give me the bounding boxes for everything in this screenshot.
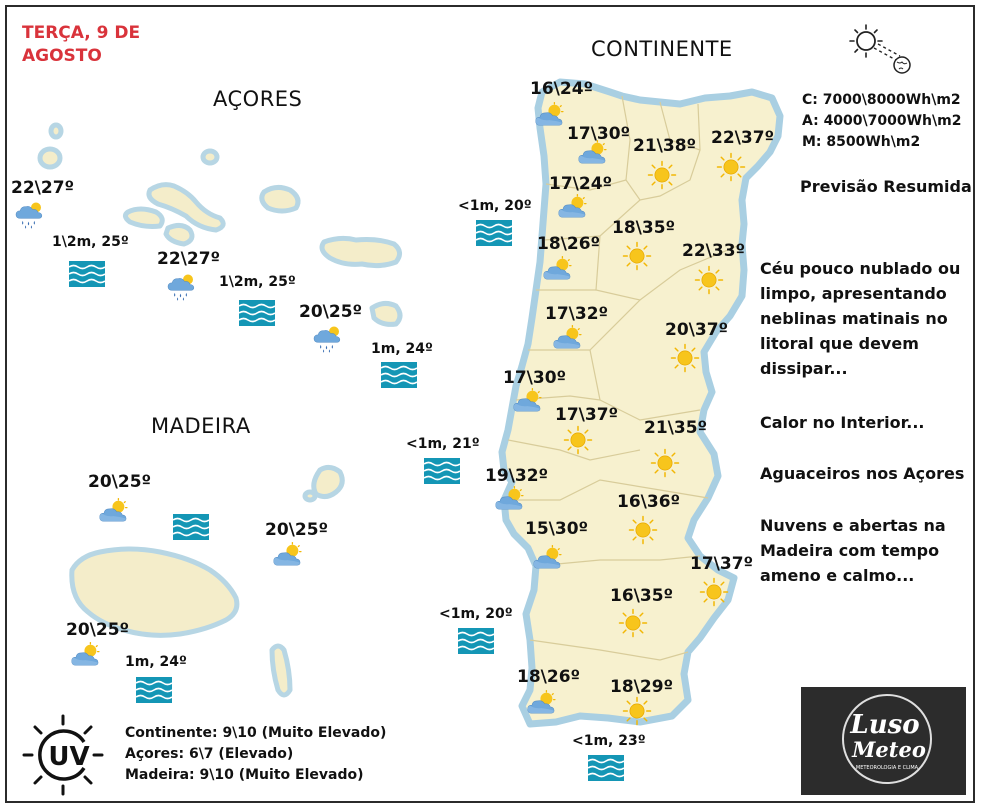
waves-icon — [69, 261, 105, 287]
sun-cloud-icon — [542, 256, 576, 282]
temp-label: 22\27º — [157, 249, 221, 269]
summary-paragraph-1 — [760, 256, 960, 381]
sun-icon — [699, 577, 729, 607]
temp-label: 21\38º — [633, 136, 697, 156]
sea-label: 1m, 24º — [125, 654, 187, 670]
waves-icon — [588, 755, 624, 781]
sun-cloud-icon — [98, 498, 132, 524]
date-line-1: TERÇA, 9 DE — [22, 23, 141, 43]
temp-label: 19\32º — [485, 466, 549, 486]
sun-rain-cloud-icon — [312, 324, 346, 354]
sea-label: <1m, 20º — [439, 606, 513, 622]
logo-ring — [801, 687, 966, 795]
temp-label: 20\25º — [88, 472, 152, 492]
sun-cloud-icon — [557, 194, 591, 220]
sun-cloud-icon — [70, 642, 104, 668]
temp-label: 21\35º — [644, 418, 708, 438]
summary-paragraph-4 — [760, 513, 946, 588]
uv-continent: Continente: 9\10 (Muito Elevado) — [125, 725, 387, 741]
summary-p1-line: dissipar... — [760, 359, 848, 378]
uv-sun-icon — [20, 712, 106, 798]
sun-cloud-icon — [534, 102, 568, 128]
region-azores-label: AÇORES — [213, 87, 303, 111]
region-continent-label: CONTINENTE — [591, 37, 733, 61]
summary-p1-line: limpo, apresentando — [760, 284, 947, 303]
sea-label: 1\2m, 25º — [52, 234, 129, 250]
waves-icon — [424, 458, 460, 484]
uv-azores: Açores: 6\7 (Elevado) — [125, 746, 294, 762]
summary-p4-line: Madeira com tempo — [760, 541, 940, 560]
summary-title: Previsão Resumida — [800, 177, 972, 196]
summary-paragraph-3: Aguaceiros nos Açores — [760, 464, 965, 483]
sun-icon — [563, 425, 593, 455]
temp-label: 16\35º — [610, 586, 674, 606]
sun-icon — [647, 160, 677, 190]
waves-icon — [458, 628, 494, 654]
summary-paragraph-2: Calor no Interior... — [760, 413, 925, 432]
sun-radiation-icon — [846, 22, 916, 78]
region-madeira-label: MADEIRA — [151, 414, 251, 438]
sun-cloud-icon — [494, 486, 528, 512]
azores-map — [40, 125, 400, 324]
summary-p4-line: Nuvens e abertas na — [760, 516, 946, 535]
logo-tagline: METEOROLOGIA E CLIMA — [855, 765, 919, 771]
rain-cloud-icon — [166, 272, 200, 302]
temp-label: 15\30º — [525, 519, 589, 539]
sea-label: <1m, 21º — [406, 436, 480, 452]
sun-cloud-icon — [552, 325, 586, 351]
sun-icon — [716, 152, 746, 182]
radiation-madeira: M: 8500Wh\m2 — [802, 134, 921, 150]
sun-cloud-icon — [577, 140, 611, 166]
temp-label: 16\24º — [530, 79, 594, 99]
sea-label: 1m, 24º — [371, 341, 433, 357]
summary-p1-line: neblinas matinais no — [760, 309, 948, 328]
lusometeo-logo — [801, 687, 966, 795]
temp-label: 16\36º — [617, 492, 681, 512]
summary-p4-line: ameno e calmo... — [760, 566, 915, 585]
sun-cloud-icon — [272, 542, 306, 568]
sea-label: <1m, 23º — [572, 733, 646, 749]
temp-label: 22\33º — [682, 241, 746, 261]
temp-label: 22\27º — [11, 178, 75, 198]
sun-cloud-icon — [532, 545, 566, 571]
sun-icon — [622, 241, 652, 271]
temp-label: 20\37º — [665, 320, 729, 340]
sun-icon — [618, 608, 648, 638]
radiation-azores: A: 4000\7000Wh\m2 — [802, 113, 962, 129]
radiation-continent: C: 7000\8000Wh\m2 — [802, 92, 961, 108]
temp-label: 17\24º — [549, 174, 613, 194]
temp-label: 20\25º — [299, 302, 363, 322]
temp-label: 18\35º — [612, 218, 676, 238]
logo-line-2: Meteo — [852, 737, 926, 762]
temp-label: 17\37º — [690, 554, 754, 574]
temp-label: 17\32º — [545, 304, 609, 324]
temp-label: 17\30º — [503, 368, 567, 388]
waves-icon — [173, 514, 209, 540]
forecast-date — [22, 22, 140, 68]
waves-icon — [239, 300, 275, 326]
temp-label: 18\26º — [537, 234, 601, 254]
waves-icon — [476, 220, 512, 246]
date-line-2: AGOSTO — [22, 46, 102, 66]
summary-p1-line: Céu pouco nublado ou — [760, 259, 961, 278]
temp-label: 20\25º — [265, 520, 329, 540]
uv-values — [125, 723, 386, 786]
rain-cloud-icon — [14, 200, 48, 230]
temp-label: 18\29º — [610, 677, 674, 697]
waves-icon — [136, 677, 172, 703]
sun-icon — [622, 696, 652, 726]
uv-madeira: Madeira: 9\10 (Muito Elevado) — [125, 767, 364, 783]
sea-label: <1m, 20º — [458, 198, 532, 214]
logo-line-1: Luso — [850, 710, 920, 740]
temp-label: 22\37º — [711, 128, 775, 148]
sun-icon — [628, 515, 658, 545]
sea-label: 1\2m, 25º — [219, 274, 296, 290]
temp-label: 20\25º — [66, 620, 130, 640]
temp-label: 17\37º — [555, 405, 619, 425]
sun-icon — [650, 448, 680, 478]
waves-icon — [381, 362, 417, 388]
sun-icon — [670, 343, 700, 373]
temp-label: 17\30º — [567, 124, 631, 144]
temp-label: 18\26º — [517, 667, 581, 687]
sun-icon — [694, 265, 724, 295]
uv-label: UV — [48, 742, 90, 772]
sun-cloud-icon — [512, 388, 546, 414]
radiation-values — [802, 90, 961, 153]
sun-cloud-icon — [526, 690, 560, 716]
summary-p1-line: litoral que devem — [760, 334, 919, 353]
